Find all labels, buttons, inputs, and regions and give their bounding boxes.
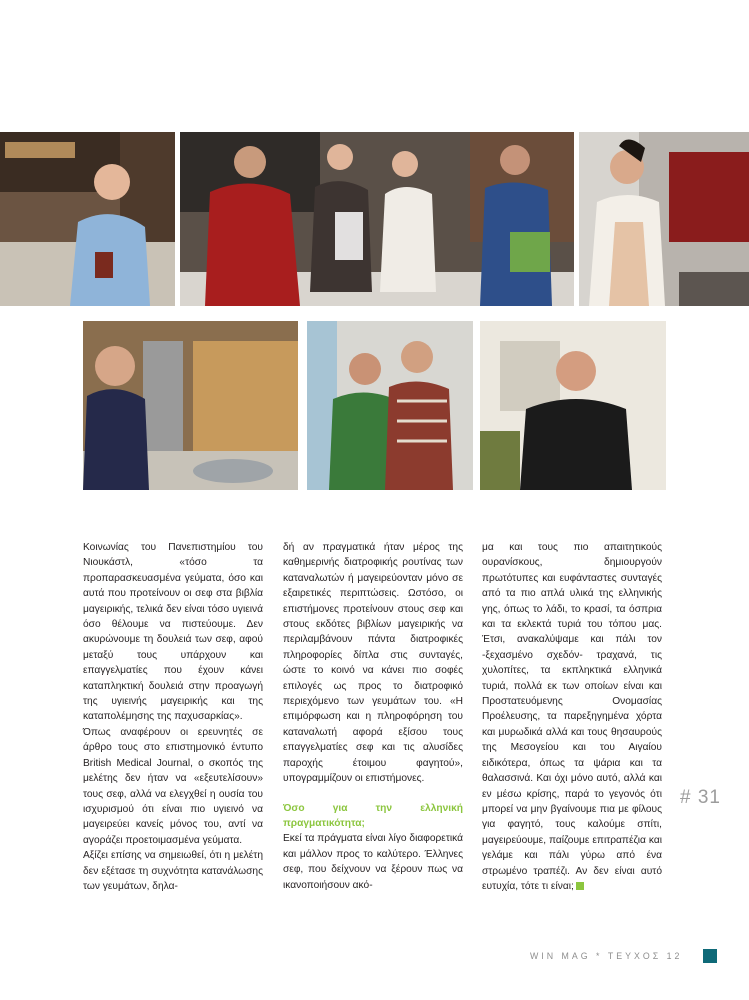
article-column-3 [482, 540, 662, 894]
footer-color-block [703, 949, 717, 963]
end-mark-square-icon [576, 882, 584, 890]
footer-magazine-issue: WIN MAG * ΤΕΥΧΟΣ 12 [530, 951, 683, 961]
photo-chef-bald-kitchen [0, 132, 175, 306]
article-column-2 [283, 540, 463, 893]
section-subheading: Όσο για την ελληνική πραγματικότητα; [283, 802, 463, 829]
photo-chef-black-jacket [480, 321, 666, 490]
photo-studio-cooking-group [180, 132, 574, 306]
paragraph: Όπως αναφέρουν οι ερευνητές σε άρθρο τους στο επιστημονικό έντυπο British Medical Journal, ο σκοπός της μελέτης δεν ήταν να «εξευτελίσουν» τους σεφ, αλλά να ελεγχθεί η ουσία του ισχυρισμού ότι είναι πιο υγιεινό να μαγειρεύει κανείς μόνος του, αντί να αγοράζει προετοιμασμένα γεύματα. [83, 726, 263, 846]
paragraph: Αξίζει επίσης να σημειωθεί, ότι η μελέτη δεν εξέτασε τη συχνότητα κατανάλωσης των γευμάτων, δηλα- [83, 850, 263, 892]
article-column-1 [83, 540, 263, 894]
photo-woman-apron [579, 132, 749, 306]
paragraph: Εκεί τα πράγματα είναι λίγο διαφορετικά και μάλλον προς το καλύτερο. Έλληνες σεφ, που δείχνουν να ξέρουν πως να ικανοποιήσουν ακό- [283, 833, 463, 891]
paragraph: μα και τους πιο απαιτητικούς ουρανίσκους, δημιουργούν πρωτότυπες και ευφάνταστες συνταγές από τα πιο απλά υλικά της ελληνικής γης, όπως το λάδι, το κρασί, τα όσπρια και τα εκλεκτά τυριά του τόπου μας. Έτσι, ανακαλύψαμε και πάλι τον -ξεχασμένο σχεδόν- τραχανά, τις χυλοπίτες, τα εκπληκτικά ελληνικά τυριά, πολλά εκ των οποίων είναι και Προστατευόμενης Ονομασίας Προέλευσης, τα παρεξηγημένα χόρτα και μυρωδικά αλλά και τους θησαυρούς της Μεσογείου και του Αιγαίου ειδικότερα, όπως τα ψάρια και τα θαλασσινά. Και όχι μόνο αυτό, αλλά και εν μέσω κρίσης, παρά το γεγονός ότι μπορεί να μην βγαίνουμε πια με φίλους για φαγητό, τους καλούμε σπίτι, μαγειρεύουμε, παίζουμε επιτραπέζια και γελάμε και πάλι γύρω από ένα στρωμένο τραπέζι. Αν δεν είναι αυτό ευτυχία, τότε τι είναι; [482, 542, 662, 892]
photo-chef-blue-sweater-sink [83, 321, 298, 490]
photo-two-young-men [307, 321, 473, 490]
paragraph: Κοινωνίας του Πανεπιστημίου του Νιουκάστλ, «τόσο τα προπαρασκευασμένα γεύματα, όσο και αυτά που προτείνουν οι σεφ στα βιβλία μαγειρικής, τελικά δεν είναι τόσο υγιεινά όσο θέλουμε να πιστεύουμε. Δεν ακυρώνουμε τη δουλειά των σεφ, αφού μεταξύ τους υπάρχουν και επαγγελματίες που έχουν κάνει καταπληκτική δουλειά στην προαγωγή της υγιεινής μαγειρικής και της καταπολέμησης της παχυσαρκίας». [83, 542, 263, 723]
page-number: # 31 [680, 787, 721, 808]
paragraph: δή αν πραγματικά ήταν μέρος της καθημερινής διατροφικής ρουτίνας των καταναλωτών ή μαγειρεύονταν μόνο σε εξαιρετικές περιπτώσεις. Ωστόσο, οι επιστήμονες προτείνουν στους σεφ και στους εκδότες βιβλίων μαγειρικής να περιλαμβάνουν πάντα διατροφικές πληροφορίες δίπλα στις συνταγές, ώστε το κοινό να κάνει πιο σοφές επιλογές ως προς το διατροφικό περιεχόμενο των γευμάτων του. «Η επιμόρφωση και η πληροφόρηση του καταναλωτή αφορά εξίσου τους επαγγελματίες σεφ και τις αλυσίδες παροχής έτοιμου φαγητού», υπογραμμίζουν οι επιστήμονες. [283, 542, 463, 785]
